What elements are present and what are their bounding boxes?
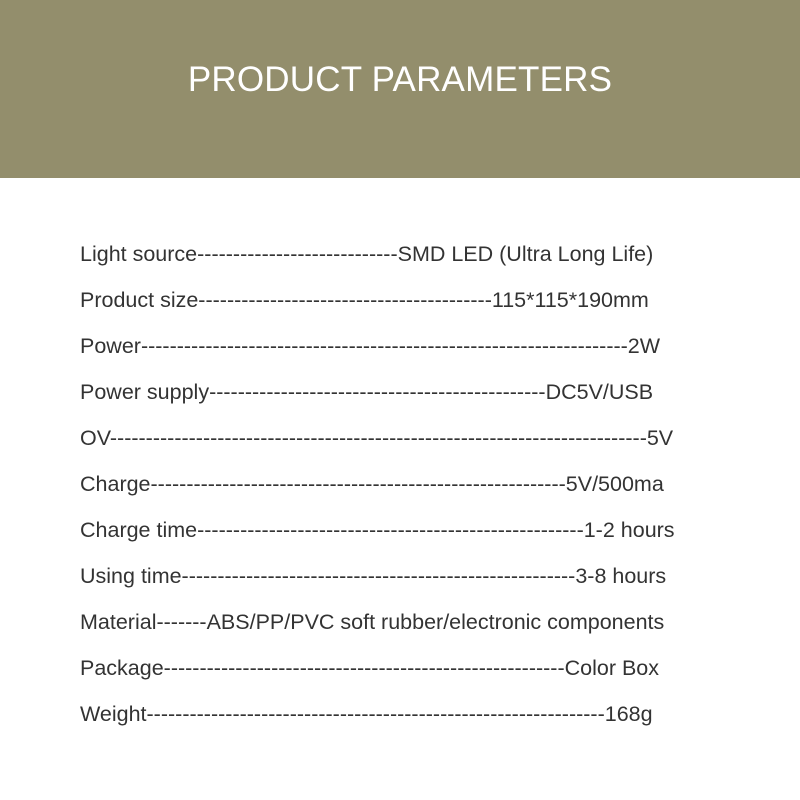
parameters-list bbox=[80, 236, 780, 742]
parameter-charge: Charge----------------------------------------------------------5V/500ma bbox=[80, 472, 664, 496]
parameter-package: Package--------------------------------------------------------Color Box bbox=[80, 656, 660, 680]
parameter-ov: OV---------------------------------------------------------------------------5V bbox=[80, 426, 674, 450]
header-banner bbox=[0, 0, 800, 178]
parameter-using-time: Using time-------------------------------------------------------3-8 hours bbox=[80, 564, 667, 588]
page-title: PRODUCT PARAMETERS bbox=[187, 60, 613, 99]
parameter-material: Material-------ABS/PP/PVC soft rubber/electronic components bbox=[80, 610, 665, 634]
parameter-power: Power--------------------------------------------------------------------2W bbox=[80, 334, 661, 358]
parameter-light-source: Light source----------------------------SMD LED (Ultra Long Life) bbox=[80, 242, 654, 266]
parameter-power-supply: Power supply-----------------------------------------------DC5V/USB bbox=[80, 380, 654, 404]
parameter-weight: Weight----------------------------------------------------------------168g bbox=[80, 702, 653, 726]
parameter-charge-time: Charge time------------------------------------------------------1-2 hours bbox=[80, 518, 675, 542]
parameter-product-size: Product size-----------------------------------------115*115*190mm bbox=[80, 288, 649, 312]
